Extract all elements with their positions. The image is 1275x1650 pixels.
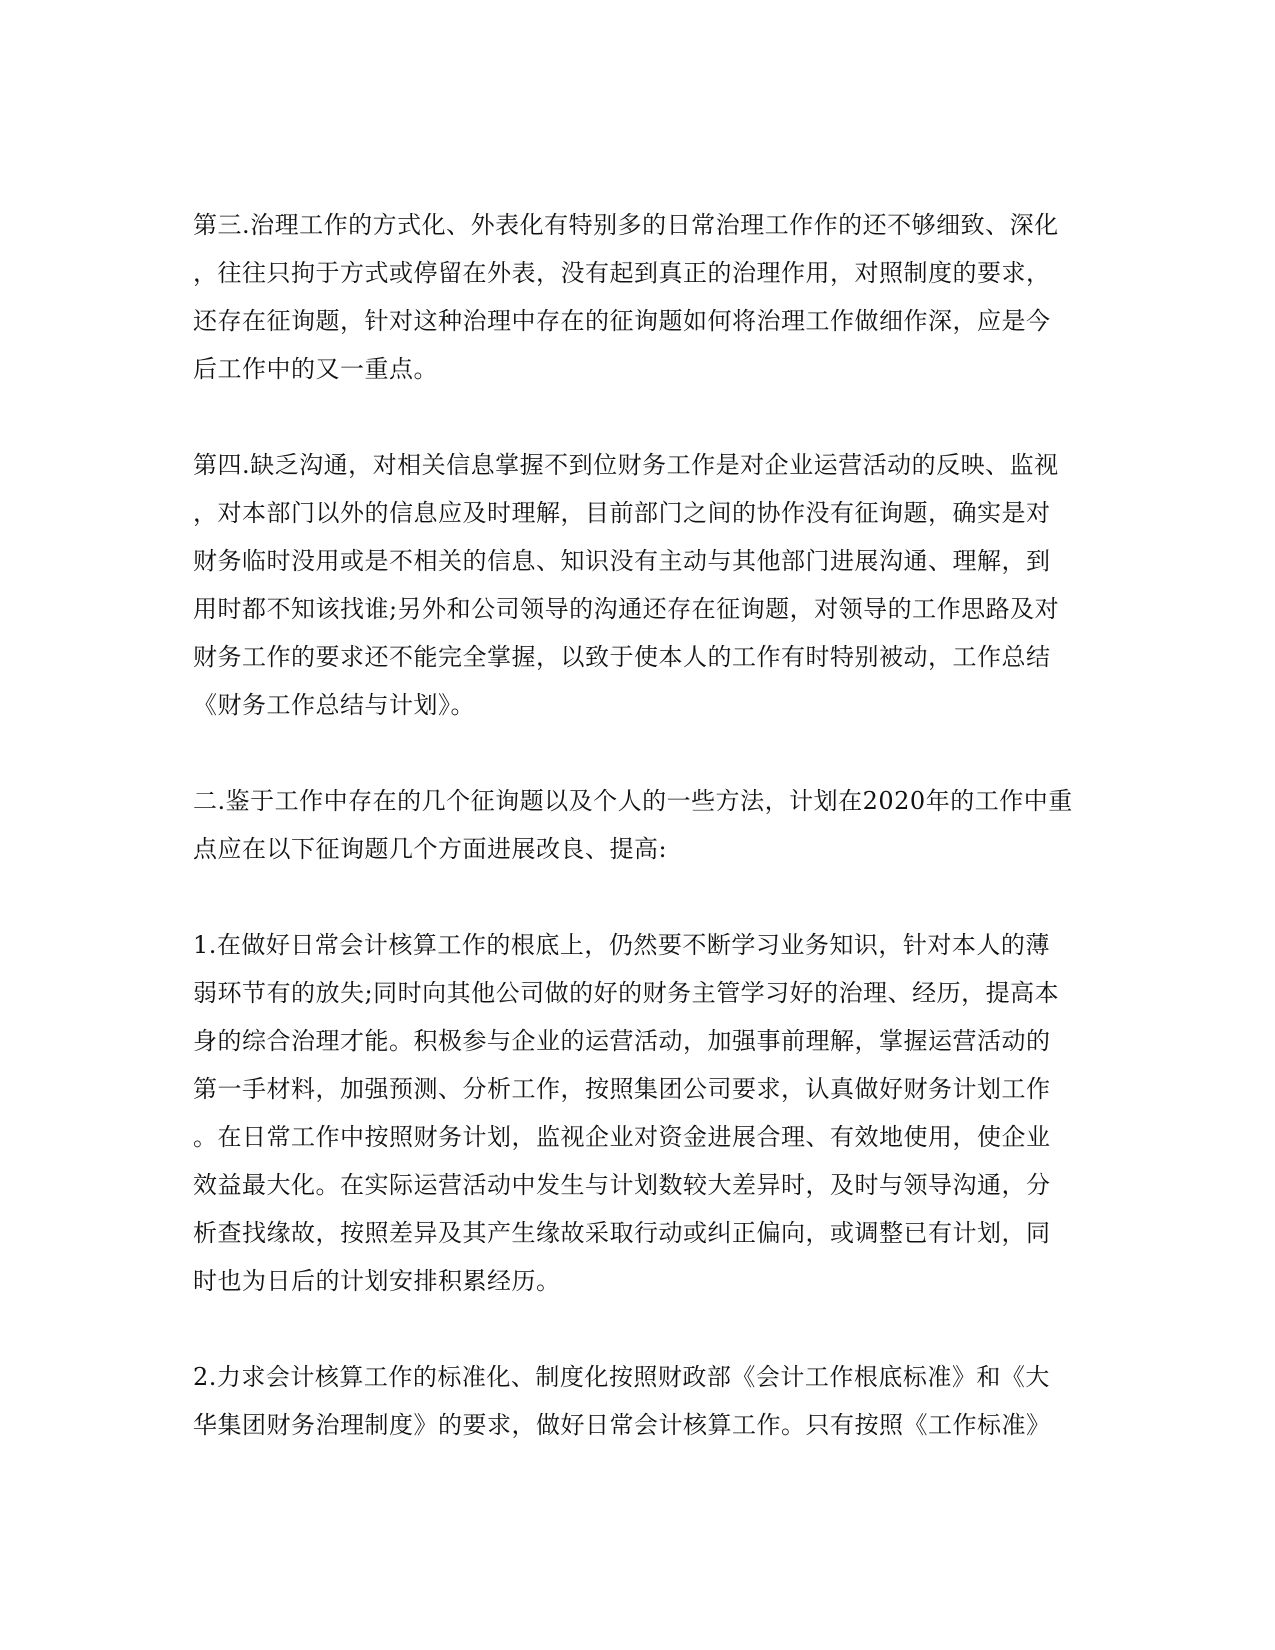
text-line: 第四.缺乏沟通，对相关信息掌握不到位财务工作是对企业运营活动的反映、监视 [193,451,1059,479]
text-line: 1.在做好日常会计核算工作的根底上，仍然要不断学习业务知识，针对本人的薄 [193,931,1050,959]
paragraph-fourth-issue [193,441,1083,729]
text-line: 。在日常工作中按照财务计划，监视企业对资金进展合理、有效地使用，使企业 [193,1123,1051,1151]
text-line: 用时都不知该找谁;另外和公司领导的沟通还存在征询题，对领导的工作思路及对 [193,595,1060,623]
text-line: 《财务工作总结与计划》。 [193,691,475,719]
text-line: 华集团财务治理制度》的要求，做好日常会计核算工作。只有按照《工作标准》 [193,1411,1051,1439]
text-line: 财务临时没用或是不相关的信息、知识没有主动与其他部门进展沟通、理解，到 [193,547,1051,575]
text-line: 析查找缘故，按照差异及其产生缘故采取行动或纠正偏向，或调整已有计划，同 [193,1219,1051,1247]
document-body [193,201,1083,1497]
text-line: ，对本部门以外的信息应及时理解，目前部门之间的协作没有征询题，确实是对 [193,499,1051,527]
text-line: 点应在以下征询题几个方面进展改良、提高: [193,835,668,863]
paragraph-third-issue [193,201,1083,393]
text-line: 身的综合治理才能。积极参与企业的运营活动，加强事前理解，掌握运营活动的 [193,1027,1051,1055]
text-line: 时也为日后的计划安排积累经历。 [193,1267,561,1295]
text-line: 第三.治理工作的方式化、外表化有特别多的日常治理工作作的还不够细致、深化 [193,211,1059,239]
text-line: 效益最大化。在实际运营活动中发生与计划数较大差异时，及时与领导沟通，分 [193,1171,1051,1199]
text-line: 还存在征询题，针对这种治理中存在的征询题如何将治理工作做细作深，应是今 [193,307,1051,335]
text-line: 后工作中的又一重点。 [193,355,438,383]
text-line: 财务工作的要求还不能完全掌握，以致于使本人的工作有时特别被动，工作总结 [193,643,1051,671]
text-line: 第一手材料，加强预测、分析工作，按照集团公司要求，认真做好财务计划工作 [193,1075,1051,1103]
text-line: 弱环节有的放失;同时向其他公司做的好的财务主管学习好的治理、经历，提高本 [193,979,1060,1007]
text-line: 二.鉴于工作中存在的几个征询题以及个人的一些方法，计划在2020年的工作中重 [193,787,1073,815]
text-line: 2.力求会计核算工作的标准化、制度化按照财政部《会计工作根底标准》和《大 [193,1363,1050,1391]
paragraph-item-1 [193,921,1083,1305]
paragraph-item-2 [193,1353,1083,1449]
paragraph-section-two [193,777,1083,873]
text-line: ，往往只拘于方式或停留在外表，没有起到真正的治理作用，对照制度的要求， [193,259,1051,287]
